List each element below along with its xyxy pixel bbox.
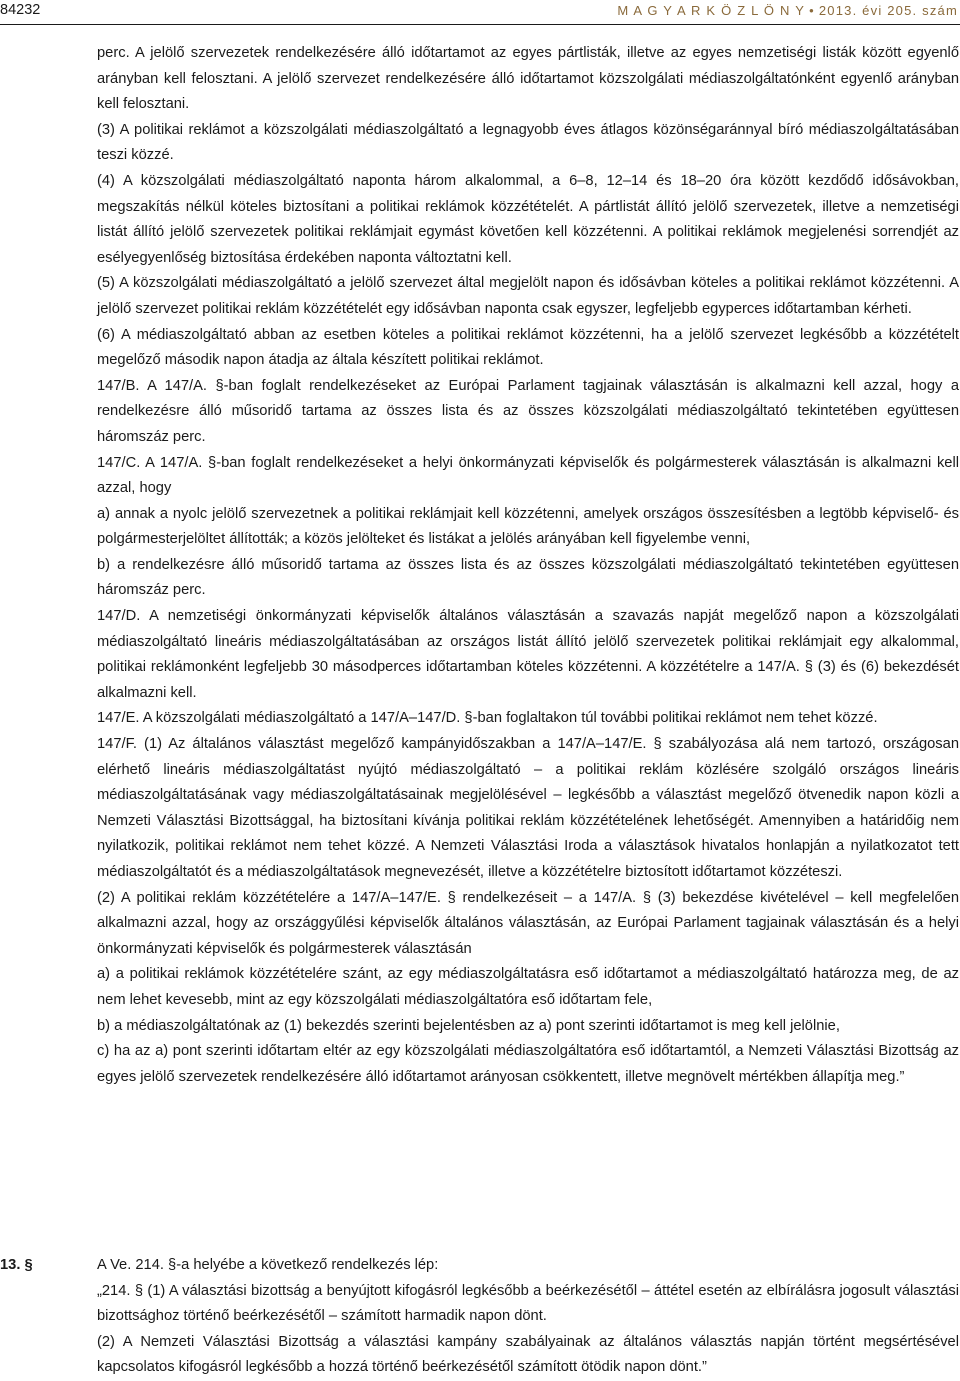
- paragraph: (2) A Nemzeti Választási Bizottság a választási kampány szabályainak az általános választás napján történt megsértésével kapcsolatos kifogásról legkésőbb a hozzá történő beérkezésétől számított ötödik napon dönt.”: [97, 1333, 959, 1376]
- header-rule: [0, 24, 960, 25]
- document-body: [97, 41, 959, 1090]
- header-separator: •: [809, 3, 815, 18]
- paragraph: (3) A politikai reklámot a közszolgálati médiaszolgáltató a legnagyobb éves átlagos közönségaránnyal bíró médiaszolgáltatásában teszi közzé.: [97, 121, 959, 164]
- section-body: [97, 1253, 959, 1381]
- page-header: [0, 0, 960, 26]
- paragraph: perc. A jelölő szervezetek rendelkezésére álló időtartamot az egyes pártlisták, illetve az egyes nemzetiségi listák között egyenlő arányban kell felosztani. A jelölő szervezet rendelkezésére álló időtartamot közszolgálati médiaszolgáltatónként egyenlő arányban kell felosztani.: [97, 45, 959, 113]
- section-number: 13. §: [0, 1257, 33, 1273]
- paragraph: a) annak a nyolc jelölő szervezetnek a politikai reklámjait kell közzétenni, amelyek országos összesítésben a legtöbb képviselő- és polgármesterjelöltet állították; a közös jelölteket és listákat a jelölés arányában kell figyelembe venni,: [97, 505, 959, 548]
- paragraph: b) a médiaszolgáltatónak az (1) bekezdés szerinti bejelentésben az a) pont szerinti időtartamot is meg kell jelölnie,: [97, 1017, 840, 1034]
- paragraph: 147/F. (1) Az általános választást megelőző kampányidőszakban a 147/A–147/E. § szabályozása alá nem tartozó, országosan elérhető lineáris médiaszolgáltatást nyújtó médiaszolgáltató – a politikai reklám közlésére szolgáló országos lineáris médiaszolgáltatásának vagy médiaszolgáltatásainak megjelölésével – legkésőbb a választást megelőző ötvenedik napon közli a Nemzeti Választási Bizottsággal, ha biztosítani kívánja politikai reklám közzétételének lehetőségét. Amennyiben a határidőig nem nyilatkozik, politikai reklámot nem tehet közzé. A Nemzeti Választási Iroda a választások hivatalos honlapján a nyilatkozatot tett médiaszolgáltatót és a médiaszolgáltatások megnevezését, illetve a közzétételre biztosított időtartamot közzéteszi.: [97, 736, 959, 880]
- issue-number: 2013. évi 205. szám: [818, 3, 958, 18]
- paragraph: (4) A közszolgálati médiaszolgáltató naponta három alkalommal, a 6–8, 12–14 és 18–20 óra között kezdődő idősávokban, megszakítás nélkül köteles biztosítani a politikai reklámok közzétételét. A pártlistát állító jelölő szervezetek, illetve a nemzetiségi listát állító jelölő szervezetek politikai reklámjait egymást követően kell közzétenni. A politikai reklámok megjelenési sorrendjét az esélyegyenlőség biztosítása érdekében naponta változtatni kell.: [97, 172, 959, 266]
- paragraph: a) a politikai reklámok közzétételére szánt, az egy médiaszolgáltatásra eső időtartamot a médiaszolgáltató határozza meg, de az nem lehet kevesebb, mint az egy közszolgálati médiaszolgáltatóra eső időtartam fele,: [97, 966, 959, 1008]
- journal-name: M A G Y A R K Ö Z L Ö N Y: [617, 3, 806, 18]
- paragraph: 147/B. A 147/A. §-ban foglalt rendelkezéseket az Európai Parlament tagjainak választásán is alkalmazni kell azzal, hogy a rendelkezésre álló műsoridő tartama az összes lista és az összes közszolgálati médiaszolgáltató tekintetében együttesen háromszáz perc.: [97, 377, 959, 445]
- paragraph: (6) A médiaszolgáltató abban az esetben köteles a politikai reklámot közzétenni, ha a jelölő szervezet legkésőbb a közzétételt megelőző második napon átadja az általa készített politikai reklámot.: [97, 326, 959, 369]
- journal-title: [617, 3, 958, 18]
- paragraph: (5) A közszolgálati médiaszolgáltató a jelölő szervezet által megjelölt napon és idősávban köteles a politikai reklámot közzétenni. A jelölő szervezet politikai reklám közzétételét egy idősávban naponta csak egyszer, legfeljebb egyperces időtartamban kérheti.: [97, 275, 959, 317]
- paragraph: 147/D. A nemzetiségi önkormányzati képviselők általános választásán a szavazás napját megelőző napon a közszolgálati médiaszolgáltató lineáris médiaszolgáltatásában az országos listát állító jelölő szervezetek politikai reklámjait egy alkalommal, politikai reklámonként legfeljebb 30 másodperces időtartamban köteles közzétenni. A közzétételre a 147/A. § (3) és (6) bekezdését alkalmazni kell.: [97, 608, 959, 701]
- paragraph: 147/C. A 147/A. §-ban foglalt rendelkezéseket a helyi önkormányzati képviselők és polgármesterek választásán is alkalmazni kell azzal, hogy: [97, 454, 959, 497]
- paragraph: b) a rendelkezésre álló műsoridő tartama az összes lista és az összes közszolgálati médiaszolgáltató tekintetében együttesen háromszáz perc.: [97, 556, 959, 599]
- paragraph: „214. § (1) A választási bizottság a benyújtott kifogásról legkésőbb a beérkezésétől – áttétel esetén az elbírálásra jogosult választási bizottsághoz történő beérkezésétől – számított harmadik napon dönt.: [97, 1282, 959, 1325]
- paragraph: 147/E. A közszolgálati médiaszolgáltató a 147/A–147/D. §-ban foglaltakon túl további politikai reklámot nem tehet közzé.: [97, 710, 878, 727]
- paragraph: A Ve. 214. §-a helyébe a következő rendelkezés lép:: [97, 1257, 439, 1273]
- paragraph: (2) A politikai reklám közzétételére a 147/A–147/E. § rendelkezéseit – a 147/A. § (3) bekezdése kivételével – kell megfelelően alkalmazni azzal, hogy az országgyűlési képviselők általános választásán, az Európai Parlament tagjainak választásán és a helyi önkormányzati képviselők és polgármesterek választásán: [97, 889, 959, 957]
- paragraph: c) ha az a) pont szerinti időtartam eltér az egy közszolgálati médiaszolgáltatóra eső időtartamtól, a Nemzeti Választási Bizottság az egyes jelölő szervezetek rendelkezésére álló időtartamot arányosan csökkentett, illetve megnövelt mértékben állapítja meg.”: [97, 1043, 959, 1085]
- page-number: 84232: [0, 2, 41, 18]
